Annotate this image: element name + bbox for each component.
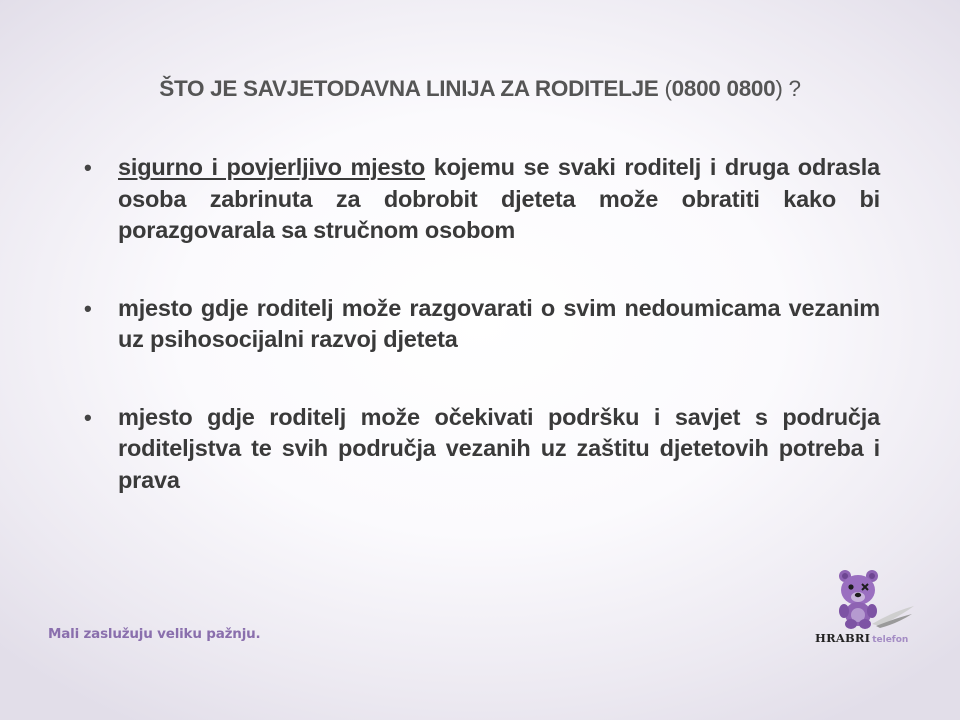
bullet-marker: •: [84, 404, 92, 430]
bullet-list: [80, 152, 880, 496]
logo-sub-text: telefon: [872, 635, 909, 645]
logo-main-text: HRABRI: [815, 631, 871, 645]
title-close-paren: ) ?: [775, 76, 801, 101]
title-phone-number: 0800 0800: [671, 76, 776, 101]
title-open-paren: (: [658, 76, 672, 101]
bullet-text: mjesto gdje roditelj može razgovarati o svim nedoumicama vezanim uz psihosocijalni razvoj djeteta: [118, 294, 880, 352]
bullet-item-3: [80, 402, 880, 497]
bullet-body-text: kojemu se svaki roditelj i druga odrasla osoba zabrinuta za dobrobit djeteta može obratiti kako bi porazgovarala sa stručnom osobom: [118, 154, 880, 243]
bullet-text: [118, 152, 880, 247]
bullet-item-2: [80, 293, 880, 356]
logo-wordmark: [815, 631, 908, 645]
bullet-marker: •: [84, 155, 92, 180]
title-bold-text: ŠTO JE SAVJETODAVNA LINIJA ZA RODITELJE: [159, 76, 659, 101]
bullet-marker: •: [84, 295, 92, 321]
bullet-item-1: [80, 152, 880, 247]
slide-title: [0, 76, 960, 102]
bullet-text: mjesto gdje roditelj može očekivati podršku i savjet s područja roditeljstva te svih područja vezanih uz zaštitu djetetovih potreba i prava: [118, 403, 880, 493]
footer-tagline: Mali zaslužuju veliku pažnju.: [48, 626, 261, 642]
bullet-underlined-text: sigurno i povjerljivo mjesto: [118, 154, 426, 180]
